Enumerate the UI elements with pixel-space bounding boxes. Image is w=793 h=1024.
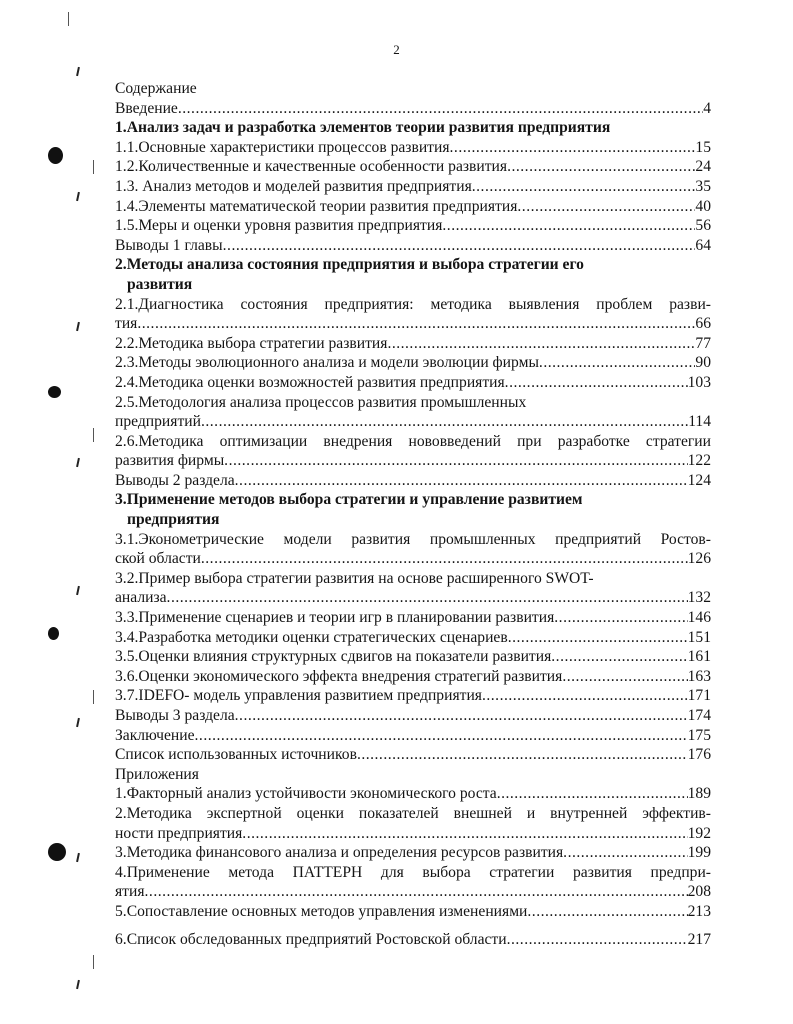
toc-entry-text: 2.Методика экспертной оценки показателей внешней и внутренней эффектив-	[115, 804, 711, 822]
toc-entry-text: 2.2.Методика выбора стратегии развития	[115, 334, 388, 352]
toc-entry-text: 1.2.Количественные и качественные особенности развития	[115, 158, 508, 176]
toc-entry-page: 24	[695, 158, 711, 176]
dot-leader	[201, 549, 688, 569]
toc-entry-page: 132	[687, 589, 711, 607]
toc-entry-text: анализа	[115, 589, 167, 607]
toc-entry-page: 126	[687, 550, 711, 568]
toc-entry	[115, 667, 711, 687]
scan-tick-mark	[76, 853, 80, 862]
dot-leader	[539, 353, 695, 373]
toc-entry-page: 114	[688, 413, 711, 431]
scan-line-mark	[93, 428, 94, 442]
toc-entry-text: 1.5.Меры и оценки уровня развития предприятия	[115, 217, 443, 235]
dot-leader	[167, 588, 688, 608]
toc-entry-page: 161	[687, 648, 711, 666]
toc-entry-page: 35	[695, 177, 711, 195]
punch-hole-mark	[48, 843, 66, 861]
toc-entry-page: 122	[687, 452, 711, 470]
scan-tick-mark	[76, 67, 80, 76]
dot-leader	[178, 99, 703, 119]
dot-leader	[201, 412, 688, 432]
toc-entry-text: 3.2.Пример выбора стратегии развития на основе расширенного SWOT-	[115, 569, 594, 587]
toc-entry	[115, 236, 711, 256]
dot-leader	[223, 236, 696, 256]
dot-leader	[507, 930, 688, 950]
toc-entry-page: 90	[695, 354, 711, 372]
toc-entry	[115, 608, 711, 628]
toc-entry	[115, 314, 711, 334]
dot-leader	[554, 608, 687, 628]
toc-entry-text: 2.1.Диагностика состояния предприятия: методика выявления проблем разви-	[115, 295, 711, 313]
toc-entry-text: 3.5.Оценки влияния структурных сдвигов на показатели развития	[115, 648, 552, 666]
appendices-heading: Приложения	[115, 765, 199, 783]
toc-entry-page: 151	[687, 628, 711, 646]
dot-leader	[387, 334, 695, 354]
toc-entry-page: 176	[687, 746, 711, 764]
toc-entry-text: Введение	[115, 99, 178, 117]
dot-leader	[507, 157, 695, 177]
dot-leader	[235, 706, 688, 726]
toc-entry-page: 171	[687, 687, 711, 705]
toc-entry-page: 199	[687, 844, 711, 862]
punch-hole-mark	[48, 386, 61, 398]
scan-tick-mark	[76, 980, 80, 989]
toc-entry-page: 217	[687, 930, 711, 948]
toc-entry-text: Заключение	[115, 726, 195, 744]
scan-tick-mark	[76, 586, 80, 595]
toc-entry-page: 175	[687, 726, 711, 744]
toc-entry-text: 3.3.Применение сценариев и теории игр в планировании развития	[115, 609, 555, 627]
scan-tick-mark	[76, 458, 80, 467]
toc-entry	[115, 902, 711, 922]
toc-entry	[115, 373, 711, 393]
chapter-3-heading: 3.Применение методов выбора стратегии и управление развитием	[115, 491, 583, 509]
toc-entry	[115, 216, 711, 236]
toc-entry-page: 146	[687, 609, 711, 627]
toc-entry-text: 2.4.Методика оценки возможностей развития предприятия	[115, 373, 505, 391]
toc-entry-text: 1.1.Основные характеристики процессов развития	[115, 138, 450, 156]
toc-entry	[115, 843, 711, 863]
toc-entry-text: развития фирмы	[115, 452, 225, 470]
toc-entry-intro	[115, 99, 711, 119]
toc-entry-text: 1.4.Элементы математической теории развития предприятия	[115, 197, 518, 215]
dot-leader	[505, 373, 688, 393]
toc-entry-text: 3.7.IDEFO- модель управления развитием предприятия	[115, 687, 482, 705]
toc-title: Содержание	[115, 80, 197, 97]
toc-entry-conclusion	[115, 726, 711, 746]
dot-leader	[527, 902, 687, 922]
toc-entry	[115, 138, 711, 158]
dot-leader	[235, 471, 688, 491]
punch-hole-mark	[48, 627, 59, 640]
scan-line-mark	[93, 690, 94, 704]
table-of-contents	[115, 79, 711, 949]
toc-entry-text: 3.6.Оценки экономического эффекта внедрения стратегий развития	[115, 667, 563, 685]
toc-entry-text: 3.4.Разработка методики оценки стратегических сценариев	[115, 628, 508, 646]
chapter-3-heading-cont: предприятия	[127, 511, 220, 529]
toc-entry	[115, 471, 711, 491]
toc-entry-text: 5.Сопоставление основных методов управления изменениями	[115, 902, 528, 920]
toc-entry	[115, 686, 711, 706]
chapter-1-heading: 1.Анализ задач и разработка элементов теории развития предприятия	[115, 119, 611, 137]
punch-hole-mark	[48, 147, 63, 164]
scan-tick-mark	[76, 192, 80, 201]
toc-entry	[115, 706, 711, 726]
toc-entry-page: 66	[695, 315, 711, 333]
scan-line-mark	[93, 955, 94, 969]
toc-entry-text: Список использованных источников	[115, 746, 357, 764]
dot-leader	[497, 784, 688, 804]
scan-line-mark	[68, 12, 69, 26]
toc-entry	[115, 647, 711, 667]
dot-leader	[242, 824, 687, 844]
toc-entry-page: 189	[687, 785, 711, 803]
dot-leader	[137, 314, 695, 334]
toc-entry-page: 213	[687, 902, 711, 920]
dot-leader	[517, 197, 695, 217]
toc-entry-text: 2.3.Методы эволюционного анализа и модели эволюции фирмы	[115, 354, 539, 372]
toc-entry-page: 192	[687, 824, 711, 842]
toc-entry-page: 103	[687, 373, 711, 391]
toc-entry-page: 174	[687, 707, 711, 724]
toc-entry	[115, 157, 711, 177]
toc-entry-text: 1.3. Анализ методов и моделей развития предприятия	[115, 177, 472, 195]
toc-entry	[115, 784, 711, 804]
toc-entry-page: 208	[687, 883, 711, 901]
toc-entry-text: 2.6.Методика оптимизации внедрения нововведений при разработке стратегии	[115, 432, 711, 450]
scan-line-mark	[93, 160, 94, 174]
chapter-2-heading: 2.Методы анализа состояния предприятия и выбора стратегии его	[115, 256, 584, 274]
chapter-2-heading-cont: развития	[127, 275, 193, 293]
toc-entry-text: 2.5.Методология анализа процессов развития промышленных	[115, 393, 527, 411]
toc-entry-text: 4.Применение метода ПАТТЕРН для выбора стратегии развития предпри-	[115, 863, 711, 881]
dot-leader	[508, 628, 688, 648]
page-number: 2	[393, 42, 400, 57]
toc-entry-page: 163	[687, 667, 711, 685]
toc-entry-page: 40	[695, 197, 711, 215]
toc-entry-text: 3.1.Эконометрические модели развития промышленных предприятий Ростов-	[115, 530, 711, 548]
toc-entry-text: ности предприятия	[115, 824, 243, 842]
scan-tick-mark	[76, 322, 80, 331]
dot-leader	[551, 647, 687, 667]
toc-entry-page: 77	[695, 334, 711, 352]
toc-entry-page: 56	[695, 217, 711, 235]
dot-leader	[562, 667, 687, 687]
toc-entry-page: 124	[687, 471, 711, 489]
toc-entry-text: Выводы 3 раздела	[115, 707, 235, 724]
dot-leader	[450, 138, 696, 158]
dot-leader	[563, 843, 687, 863]
toc-entry-page: 64	[695, 236, 711, 254]
toc-entry	[115, 177, 711, 197]
toc-entry	[115, 353, 711, 373]
toc-entry-text: ятия	[115, 883, 145, 901]
toc-entry	[115, 588, 711, 608]
toc-entry-references	[115, 745, 711, 765]
toc-entry	[115, 824, 711, 844]
toc-entry-page: 4	[703, 99, 711, 117]
toc-entry-text: предприятий	[115, 413, 201, 431]
toc-entry-page: 15	[695, 138, 711, 156]
toc-entry-text: Выводы 1 главы	[115, 236, 223, 254]
dot-leader	[145, 882, 688, 902]
dot-leader	[442, 216, 695, 236]
dot-leader	[482, 686, 688, 706]
toc-entry	[115, 930, 711, 950]
toc-entry-text: Выводы 2 раздела	[115, 471, 235, 489]
dot-leader	[195, 726, 688, 746]
toc-entry	[115, 412, 711, 432]
toc-entry	[115, 628, 711, 648]
toc-entry-text: 3.Методика финансового анализа и определения ресурсов развития	[115, 844, 564, 862]
toc-entry	[115, 882, 711, 902]
toc-entry	[115, 451, 711, 471]
toc-entry	[115, 334, 711, 354]
dot-leader	[224, 451, 687, 471]
toc-entry-text: 6.Список обследованных предприятий Ростовской области	[115, 930, 507, 948]
dot-leader	[357, 745, 688, 765]
toc-entry-text: тия	[115, 315, 138, 333]
scan-tick-mark	[76, 718, 80, 727]
toc-entry	[115, 197, 711, 217]
toc-entry	[115, 549, 711, 569]
toc-entry-text: 1.Факторный анализ устойчивости экономического роста	[115, 785, 497, 803]
toc-entry-text: ской области	[115, 550, 201, 568]
dot-leader	[472, 177, 696, 197]
